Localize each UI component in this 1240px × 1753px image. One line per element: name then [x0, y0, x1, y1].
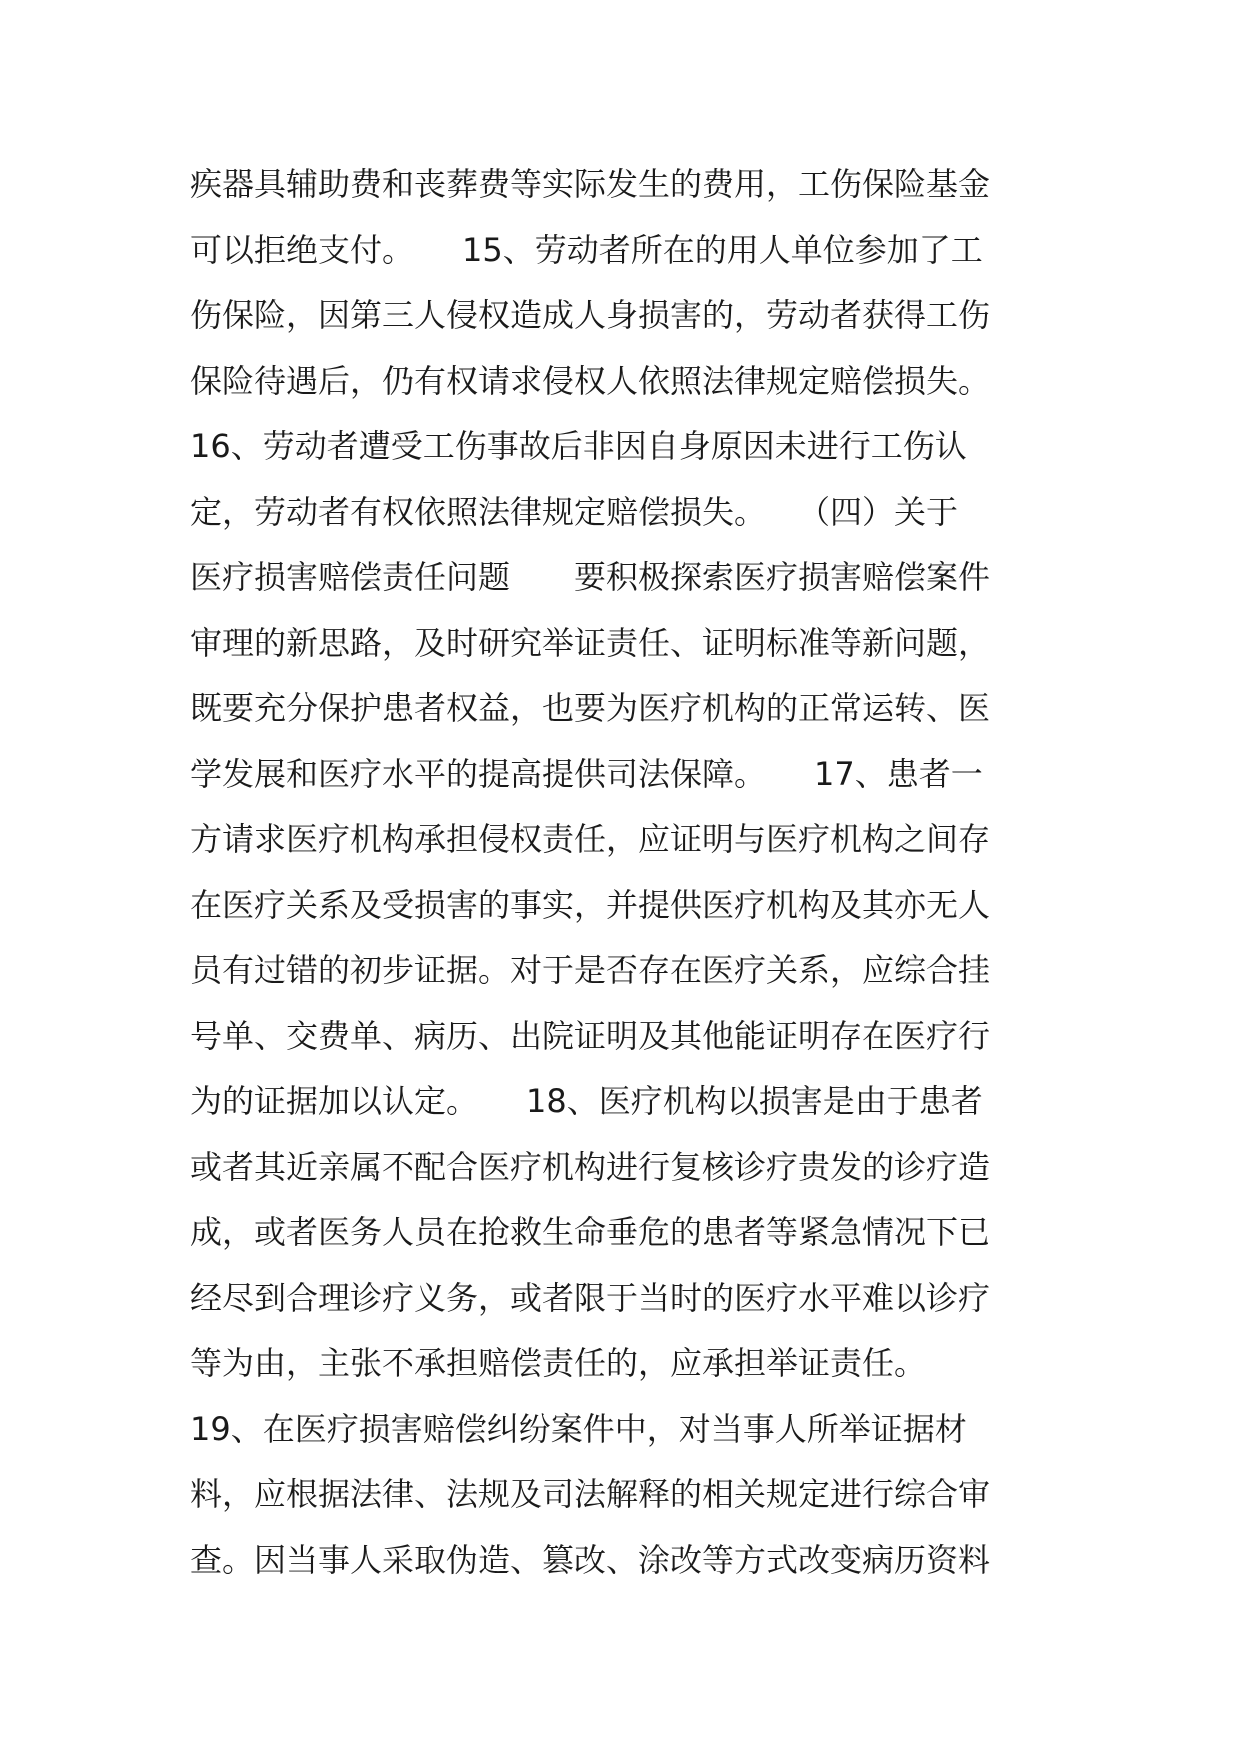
text-line: 成，或者医务人员在抢救生命垂危的患者等紧急情况下已 [190, 1213, 991, 1251]
text-line: 员有过错的初步证据。对于是否存在医疗关系，应综合挂 [190, 951, 991, 989]
text-line: 为的证据加以认定。 18、医疗机构以损害是由于患者 [190, 1082, 983, 1120]
text-line: 19、在医疗损害赔偿纠纷案件中，对当事人所举证据材 [190, 1409, 967, 1448]
text-line: 可以拒绝支付。 15、劳动者所在的用人单位参加了工 [190, 230, 983, 269]
text-line: 定，劳动者有权依照法律规定赔偿损失。 （四）关于 [190, 492, 959, 531]
body-text [190, 152, 1050, 1593]
text-line: 审理的新思路，及时研究举证责任、证明标准等新问题， [190, 623, 991, 662]
text-line: 16、劳动者遭受工伤事故后非因自身原因未进行工伤认 [190, 427, 967, 465]
text-line: 或者其近亲属不配合医疗机构进行复核诊疗贵发的诊疗造 [190, 1147, 991, 1186]
text-line: 医疗损害赔偿责任问题 要积极探索医疗损害赔偿案件 [190, 558, 991, 596]
text-line: 学发展和医疗水平的提高提供司法保障。 17、患者一 [190, 754, 983, 793]
text-line: 料，应根据法律、法规及司法解释的相关规定进行综合审 [190, 1475, 991, 1513]
text-line: 伤保险，因第三人侵权造成人身损害的，劳动者获得工伤 [190, 296, 991, 334]
text-line: 保险待遇后，仍有权请求侵权人依照法律规定赔偿损失。 [190, 361, 991, 400]
text-line: 方请求医疗机构承担侵权责任，应证明与医疗机构之间存 [190, 820, 991, 858]
text-line: 经尽到合理诊疗义务，或者限于当时的医疗水平难以诊疗 [190, 1278, 991, 1317]
text-line: 疾器具辅助费和丧葬费等实际发生的费用，工伤保险基金 [190, 165, 991, 203]
text-line: 号单、交费单、病历、出院证明及其他能证明存在医疗行 [190, 1016, 991, 1055]
text-line: 查。因当事人采取伪造、篡改、涂改等方式改变病历资料 [190, 1540, 991, 1579]
text-line: 既要充分保护患者权益，也要为医疗机构的正常运转、医 [190, 689, 991, 727]
text-line: 等为由，主张不承担赔偿责任的，应承担举证责任。 [190, 1344, 927, 1382]
text-line: 在医疗关系及受损害的事实，并提供医疗机构及其亦无人 [190, 885, 991, 924]
